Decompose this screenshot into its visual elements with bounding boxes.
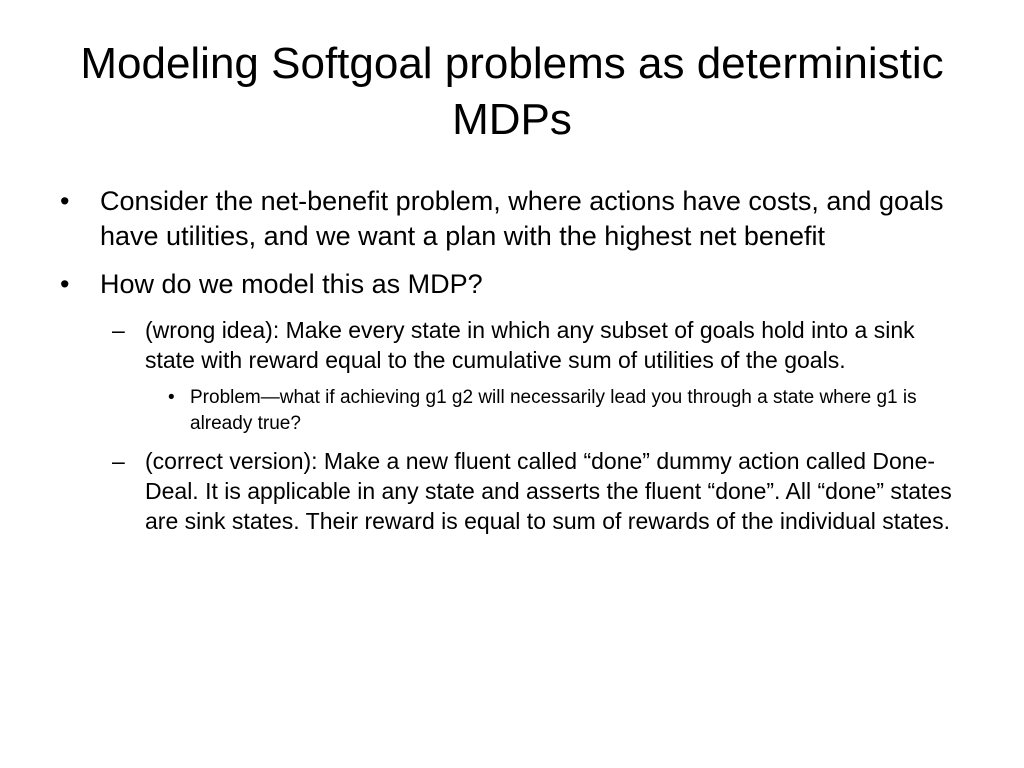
sub-bullet-wrong-idea (0, 315, 1024, 375)
sub-sub-bullet-text: Problem—what if achieving g1 g2 will necessarily lead you through a state where g1 is already true? (190, 387, 917, 434)
bullet-text: How do we model this as MDP? (100, 269, 483, 299)
sub-sub-bullet-problem (0, 385, 1024, 437)
bullet-marker: • (60, 269, 70, 299)
dash-marker: – (112, 448, 125, 474)
bullet-marker: • (168, 387, 175, 408)
bullet-marker: • (60, 186, 70, 216)
sub-bullet-text: (correct version): Make a new fluent called “done” dummy action called Done-Deal. It is applicable in any state and asserts the fluent “done”. All “done” states are sink states. Their reward is equal to sum of rewards of the individual states. (145, 448, 952, 534)
slide-body (0, 184, 1024, 546)
sub-bullet-text: (wrong idea): Make every state in which any subset of goals hold into a sink state with reward equal to the cumulative sum of utilities of the goals. (145, 317, 915, 373)
bullet-model-as-mdp (0, 267, 1024, 302)
bullet-text: Consider the net-benefit problem, where actions have costs, and goals have utilities, and we want a plan with the highest net benefit (100, 186, 944, 251)
slide-title: Modeling Softgoal problems as deterministic MDPs (80, 39, 944, 144)
dash-marker: – (112, 317, 125, 343)
sub-bullet-correct-version (0, 446, 1024, 536)
bullet-net-benefit (0, 184, 1024, 254)
